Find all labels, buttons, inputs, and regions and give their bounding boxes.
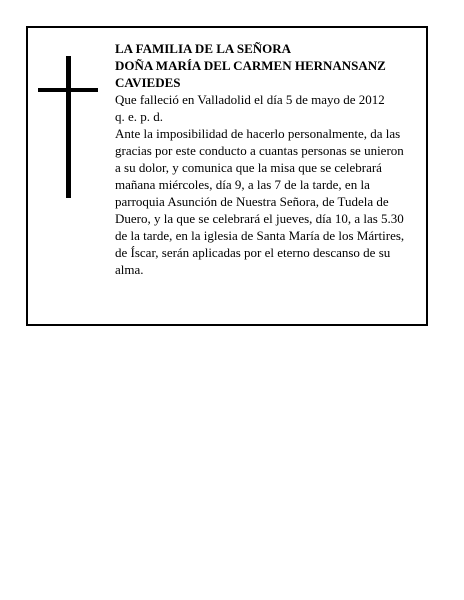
obituary-notice [26,26,428,326]
cross-icon [38,56,98,198]
notice-body: Ante la imposibilidad de hacerlo personalmente, da las gracias por este conducto a cuantas personas se unieron a su dolor, y comunica que la misa que se celebrará mañana miércoles, día 9, a las 7 de la tarde, en la parroquia Asunción de Nuestra Señora, de Tudela de Duero, y la que se celebrará el jueves, día 10, a las 5.30 de la tarde, en la iglesia de Santa María de los Mártires, de Íscar, serán aplicadas por el eterno descanso de su alma. [115,126,405,277]
cross-vertical-bar [66,56,71,198]
notice-heading-family: LA FAMILIA DE LA SEÑORA [115,41,292,56]
notice-rip: q. e. p. d. [115,109,164,124]
cross-horizontal-bar [38,88,98,92]
notice-death-date: Que falleció en Valladolid el día 5 de mayo de 2012 [115,92,385,107]
notice-text [115,40,407,278]
notice-heading-name: DOÑA MARÍA DEL CARMEN HERNANSANZ CAVIEDES [115,58,386,90]
